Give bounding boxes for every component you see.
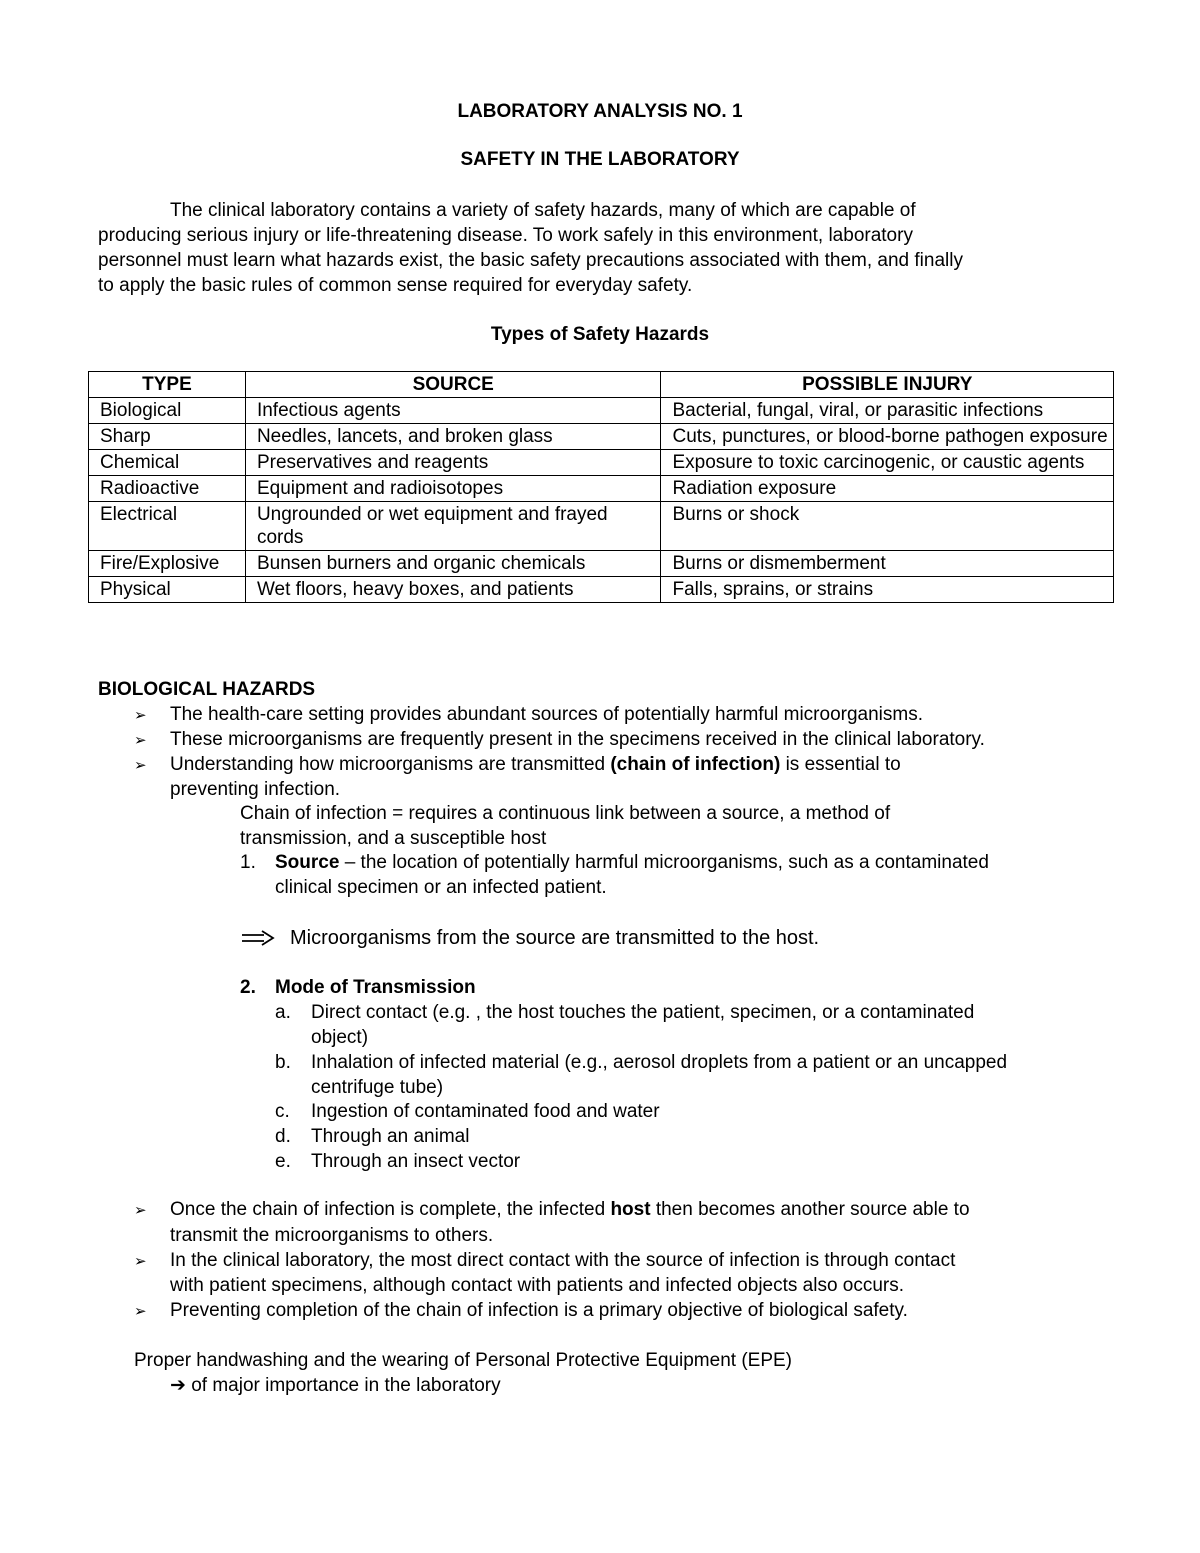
document-subtitle: SAFETY IN THE LABORATORY (460, 149, 740, 170)
cell-source: Equipment and radioisotopes (245, 476, 661, 502)
column-header-source: SOURCE (245, 372, 661, 398)
mode-title: Mode of Transmission (275, 977, 476, 998)
source-item (275, 852, 989, 874)
bullet-text (170, 1199, 970, 1221)
column-header-type: TYPE (89, 372, 246, 398)
bullet-text-continuation: transmit the microorganisms to others. (170, 1225, 494, 1246)
cell-type: Sharp (89, 424, 246, 450)
cell-type: Radioactive (89, 476, 246, 502)
bullet-arrow-icon: ➢ (134, 1253, 147, 1270)
table-row (89, 450, 1114, 476)
cell-source: Needles, lancets, and broken glass (245, 424, 661, 450)
bullet-text: Preventing completion of the chain of infection is a primary objective of biological safety. (170, 1300, 908, 1321)
list-letter: c. (275, 1101, 290, 1122)
bullet-arrow-icon: ➢ (134, 732, 147, 749)
mode-item: Through an insect vector (311, 1151, 521, 1172)
source-item-continuation: clinical specimen or an infected patient. (275, 877, 607, 898)
table-row (89, 398, 1114, 424)
footer-line-2 (170, 1374, 501, 1397)
column-header-injury: POSSIBLE INJURY (661, 372, 1114, 398)
bullet-arrow-icon: ➢ (134, 1202, 147, 1219)
bullet-arrow-icon: ➢ (134, 1303, 147, 1320)
cell-type: Biological (89, 398, 246, 424)
double-arrow-right-icon (240, 928, 276, 948)
cell-type: Electrical (89, 502, 246, 551)
list-letter: e. (275, 1151, 291, 1172)
list-letter: a. (275, 1002, 291, 1023)
table-header-row (89, 372, 1114, 398)
source-description: – the location of potentially harmful microorganisms, such as a contaminated (339, 852, 989, 873)
bullet-text-part: Once the chain of infection is complete, the infected (170, 1199, 611, 1220)
bullet-text-part: Understanding how microorganisms are transmitted (170, 754, 611, 775)
intro-line: to apply the basic rules of common sense required for everyday safety. (98, 275, 693, 296)
bullet-text-continuation: with patient specimens, although contact with patients and infected objects also occurs. (170, 1275, 905, 1296)
table-row (89, 502, 1114, 551)
bullet-text: In the clinical laboratory, the most direct contact with the source of infection is through contact (170, 1250, 956, 1271)
transmit-note: Microorganisms from the source are transmitted to the host. (290, 927, 820, 949)
cell-injury: Burns or shock (661, 502, 1114, 551)
cell-type: Fire/Explosive (89, 551, 246, 577)
cell-injury: Falls, sprains, or strains (661, 577, 1114, 603)
mode-item: Direct contact (e.g. , the host touches the patient, specimen, or a contaminated (311, 1002, 975, 1023)
cell-injury: Exposure to toxic carcinogenic, or caustic agents (661, 450, 1114, 476)
chain-definition-line: transmission, and a susceptible host (240, 828, 547, 849)
chain-definition-line: Chain of infection = requires a continuous link between a source, a method of (240, 803, 891, 824)
table-row (89, 476, 1114, 502)
cell-injury: Burns or dismemberment (661, 551, 1114, 577)
bullet-text (170, 754, 901, 776)
hazards-table (88, 371, 1114, 603)
table-row (89, 551, 1114, 577)
mode-item-continuation: object) (311, 1027, 369, 1048)
bullet-arrow-icon: ➢ (134, 757, 147, 774)
intro-line: The clinical laboratory contains a variety of safety hazards, many of which are capable of (170, 200, 916, 221)
cell-source: Wet floors, heavy boxes, and patients (245, 577, 661, 603)
right-arrow-icon: ➔ (170, 1375, 186, 1396)
table-row (89, 577, 1114, 603)
source-term: Source (275, 852, 340, 873)
cell-source: Bunsen burners and organic chemicals (245, 551, 661, 577)
bullet-text-part: then becomes another source able to (650, 1199, 970, 1220)
bullet-text: These microorganisms are frequently present in the specimens received in the clinical laboratory. (170, 729, 985, 750)
list-number: 1. (240, 852, 256, 873)
bullet-arrow-icon: ➢ (134, 707, 147, 724)
footer-line: Proper handwashing and the wearing of Personal Protective Equipment (EPE) (134, 1350, 792, 1371)
mode-item: Ingestion of contaminated food and water (311, 1101, 660, 1122)
mode-item: Through an animal (311, 1126, 470, 1147)
bullet-text: The health-care setting provides abundant sources of potentially harmful microorganisms. (170, 704, 923, 725)
document-title: LABORATORY ANALYSIS NO. 1 (457, 101, 743, 122)
table-title: Types of Safety Hazards (490, 324, 710, 345)
bullet-text-part: is essential to (780, 754, 901, 775)
cell-source: Ungrounded or wet equipment and frayed cords (245, 502, 661, 551)
cell-source: Infectious agents (245, 398, 661, 424)
cell-injury: Radiation exposure (661, 476, 1114, 502)
section-heading: BIOLOGICAL HAZARDS (98, 679, 316, 700)
intro-line: producing serious injury or life-threatening disease. To work safely in this environment, laboratory (98, 225, 913, 246)
list-letter: d. (275, 1126, 291, 1147)
host-term: host (610, 1199, 651, 1220)
cell-source: Preservatives and reagents (245, 450, 661, 476)
mode-item-continuation: centrifuge tube) (311, 1077, 444, 1098)
chain-of-infection-term: (chain of infection) (610, 754, 781, 775)
cell-type: Physical (89, 577, 246, 603)
list-letter: b. (275, 1052, 291, 1073)
cell-injury: Bacterial, fungal, viral, or parasitic infections (661, 398, 1114, 424)
cell-type: Chemical (89, 450, 246, 476)
bullet-text-continuation: preventing infection. (170, 779, 341, 800)
list-number: 2. (240, 977, 256, 998)
intro-line: personnel must learn what hazards exist, the basic safety precautions associated with them, and finally (98, 250, 963, 271)
footer-text: of major importance in the laboratory (191, 1375, 501, 1396)
mode-item: Inhalation of infected material (e.g., aerosol droplets from a patient or an uncapped (311, 1052, 1008, 1073)
table-row (89, 424, 1114, 450)
cell-injury: Cuts, punctures, or blood-borne pathogen exposure (661, 424, 1114, 450)
